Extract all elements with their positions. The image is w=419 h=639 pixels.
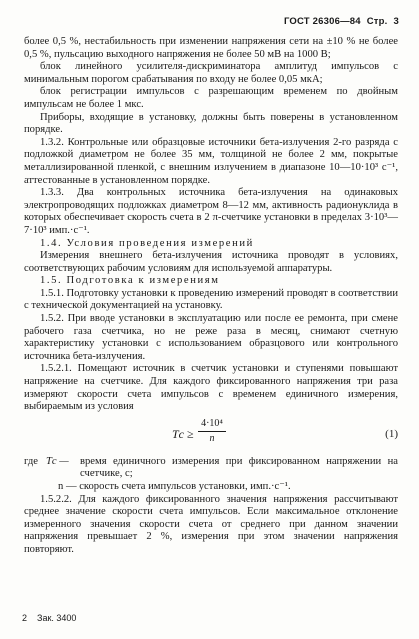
where-definition: n — скорость счета импульсов установки, имп.·с⁻¹. — [58, 481, 291, 492]
paragraph: блок линейного усилителя-дискриминатора амплитуд импульсов с минимальным порогом срабатывания по входу не более 0,05 мкА; — [24, 61, 398, 85]
where-definition: время единичного измерения при фиксированном напряжении на счетчике, с; — [80, 455, 398, 480]
page-header — [278, 16, 399, 27]
where-term: Tс — — [46, 455, 69, 467]
formula-fraction — [198, 418, 226, 446]
formula-numerator: 4·10⁴ — [201, 417, 223, 429]
paragraph: 1.3.2. Контрольные или образцовые источники бета-излучения 2-го разряда с подложкой диаметром не более 35 мм, толщиной не более 2 мм, покрытые металлизированной пленкой, с внешним излучением в диапазоне 10—10·10³ с⁻¹, аттестованные в установленном порядке. — [24, 136, 398, 186]
paragraph: Измерения внешнего бета-излучения источника проводят в условиях, соответствующих рабочим условиям для используемой аппаратуры. — [24, 250, 398, 274]
standard-code: ГОСТ 26306—84 — [283, 16, 361, 27]
document-body — [24, 36, 398, 557]
paragraph: 1.3.3. Два контрольных источника бета-излучения на одинаковых электропроводящих подложках диаметром 8—12 мм, активность радионуклида в которых обеспечивает скорость счета в 2 π-счетчике установки в пределах 3·10³—7·10³ имп.·с⁻¹. — [24, 187, 398, 236]
page-label: Стр. — [366, 16, 388, 27]
paragraph: блок регистрации импульсов с разрешающим временем по двойным импульсам не более 1 мкс. — [24, 86, 398, 110]
order-number: Зак. 3400 — [37, 613, 77, 623]
section-heading: 1.5. Подготовка к измерениям — [40, 275, 220, 287]
page-number: 3 — [393, 16, 399, 27]
formula-1 — [24, 418, 398, 454]
formula-number: (1) — [385, 427, 398, 440]
section-heading: 1.4. Условия проведения измерений — [40, 237, 254, 249]
where-clause — [24, 456, 398, 481]
paragraph: 1.5.2.2. Для каждого фиксированного значения напряжения рассчитывают среднее значение скорости счета импульсов. Если максимальное отклонение измеренного значения скорости счета от среднего при данном значении напряжения превышает 2 %, измерения при этом значении напряжения повторяют. — [24, 493, 398, 555]
paragraph: 1.5.2.1. Помещают источник в счетчик установки и ступенями повышают напряжение на счетчике. Для каждого фиксированного напряжения три раза измеряют скорости счета импульсов с временем единичного измерения, выбираемым из условия — [24, 363, 398, 413]
paragraph: более 0,5 %, нестабильность при изменении напряжения сети на ±10 % не более 0,5 %, пульсацию выходного напряжения не более 50 мВ на 1000 В; — [24, 36, 398, 60]
page-footer — [22, 613, 76, 623]
sheet-number: 2 — [22, 613, 28, 623]
where-prefix: где — [24, 455, 38, 467]
paragraph: 1.5.1. Подготовку установки к проведению измерений проводят в соответствии с технической документацией на установку. — [24, 287, 398, 312]
paragraph: 1.5.2. При вводе установки в эксплуатацию или после ее ремонта, при смене рабочего газа счетчика, но не реже раза в месяц, снимают счетную характеристику установки с использованием образцового или контрольного источника бета-излучения. — [24, 313, 398, 362]
fraction-bar — [198, 431, 226, 432]
formula-lhs: Tс ≥ — [172, 426, 194, 441]
formula-denominator: n — [209, 433, 215, 445]
paragraph: Приборы, входящие в установку, должны быть поверены в установленном порядке. — [24, 111, 398, 136]
